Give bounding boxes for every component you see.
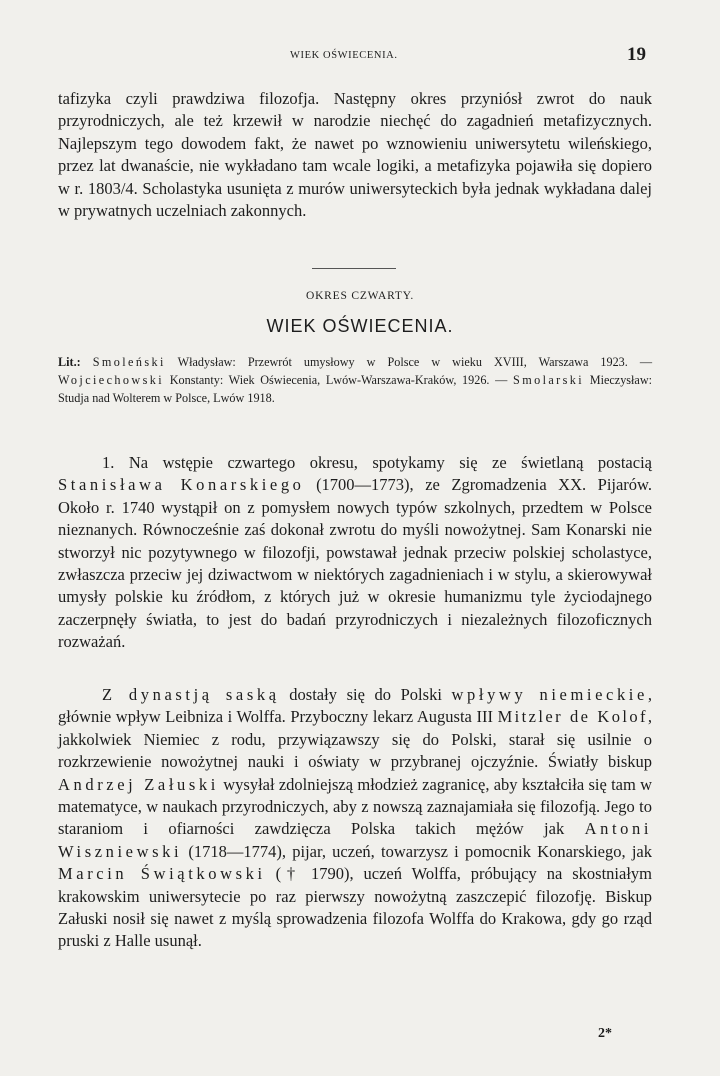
running-title: WIEK OŚWIECENIA.	[290, 50, 398, 61]
zaluski-name: Andrzej Załuski	[58, 774, 219, 794]
body-paragraph-saxon-influence	[58, 684, 652, 953]
running-header	[0, 44, 720, 68]
para3-text-2: , głównie wpływ Leibniza i Wolffa. Przyboczny lekarz Augusta III	[58, 685, 653, 727]
german-influences: wpływy niemieckie	[451, 685, 648, 704]
mitzler-name: Mitzler de Kolof	[497, 707, 648, 727]
signature-mark: 2*	[598, 1026, 612, 1041]
section-divider	[312, 268, 396, 269]
para3-text-4: wysyłał zdolniejszą młodzież zagranicę, aby kształciła się tam w matematyce, w naukach przyrodniczych, aby z nowszą zaznajamiała się filozofją. Jego to staraniom i ofiarności zawdzięcza Polska takich mężów jak	[58, 774, 653, 839]
lit-author-3: Smolarski	[513, 372, 585, 387]
lit-author-2: Wojciechowski	[58, 372, 165, 387]
para2-text-2: (1700—1773), ze Zgromadzenia XX. Pijarów. Około r. 1740 wystąpił on z pomysłem nowych typów szkolnych, przedtem w Polsce nieznanych. Równocześnie zaś dokonał zwrotu do myśli nowożytnej. Sam Konarski nie stworzył nic pozytywnego w filozofji, powstawał jednak przeciw polskiej scholastyce, zwłaszcza przeciw jej dziwactwom w niektórych zagadnieniach i w stylu, a skierowywał umysły polskie ku źródłom, z których już w okresie humanizmu tyle życiodajnego zaczerpnęły światła, to jest do badań przyrodniczych i niezależnych filozoficznych rozważań.	[58, 475, 653, 652]
literature-list	[58, 354, 652, 407]
lit-entry-1: Władysław: Przewrót umysłowy w Polsce w wieku XVIII, Warszawa 1923. —	[177, 355, 653, 369]
para3-text-1: dostały się do Polski	[289, 685, 442, 704]
konarski-name: Stanisława Konarskiego	[58, 475, 305, 495]
para3-text-3: , jakkolwiek Niemiec z rodu, przywiązawszy się do Polski, starał się usilnie o rozkrzewienie nowożytnej nauki i oświaty w przybranej ojczyźnie. Światły biskup	[58, 707, 652, 772]
page-number: 19	[627, 44, 646, 65]
period-label: OKRES CZWARTY.	[305, 290, 415, 302]
saxon-dynasty: Z dynastją saską	[102, 685, 280, 704]
para2-text-1: 1. Na wstępie czwartego okresu, spotykamy się ze świetlaną postacią	[102, 453, 652, 472]
chapter-title: WIEK OŚWIECENIA.	[266, 316, 454, 336]
literature-label: Lit.:	[58, 355, 81, 369]
wiszniewski-name: Antoni Wiszniewski	[58, 819, 653, 861]
lit-author-1: Smoleński	[92, 355, 166, 369]
lit-entry-3: Mieczysław: Studja nad Wolterem w Polsce, Lwów 1918.	[58, 372, 653, 405]
swiatkowski-name: Marcin Świątkowski	[58, 864, 266, 884]
para3-text-5: (1718—1774), pijar, uczeń, towarzysz i pomocnik Konarskiego, jak	[188, 841, 653, 861]
lit-entry-2: Konstanty: Wiek Oświecenia, Lwów-Warszawa-Kraków, 1926. —	[169, 372, 508, 387]
body-paragraph-konarski	[58, 452, 652, 654]
para3-text-6: († 1790), uczeń Wolffa, próbujący na skostniałym krakowskim uniwersytecie po raz pierwszy nowożytną zaszczepić filozofję. Biskup Załuski nosił się nawet z myślą sprowadzenia filozofa Wolffa do Krakowa, gdy go rząd pruski z Halle usunął.	[58, 864, 652, 951]
intro-paragraph: tafizyka czyli prawdziwa filozofja. Następny okres przyniósł zwrot do nauk przyrodniczych, ale też krzewił w narodzie niechęć do zagadnień metafizycznych. Najlepszym tego dowodem fakt, że nawet po wznowieniu uniwersytetu wileńskiego, przez lat dwanaście, nie wykładano tam wcale logiki, a metafizyka pojawiła się dopiero w r. 1803/4. Scholastyka usunięta z murów uniwersyteckich była jednak wykładana dalej w prywatnych uczelniach zakonnych.	[58, 89, 652, 221]
